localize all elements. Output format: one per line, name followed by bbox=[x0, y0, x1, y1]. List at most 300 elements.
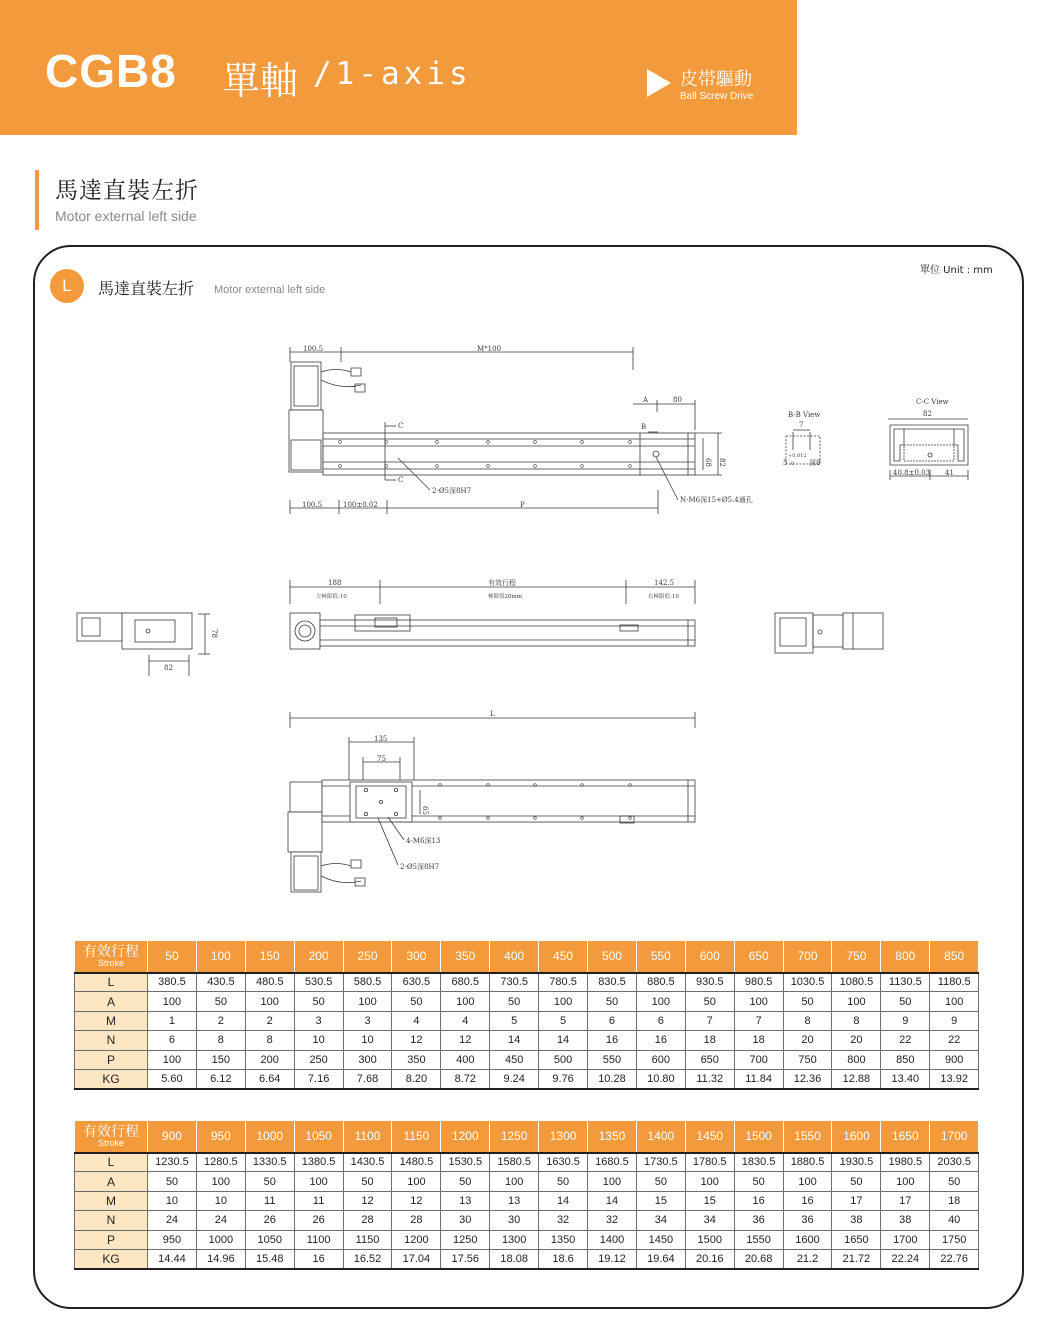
table-cell: 50 bbox=[588, 992, 637, 1011]
table-cell: 38 bbox=[881, 1211, 930, 1230]
table-row bbox=[75, 1011, 979, 1030]
stroke-value-cell: 400 bbox=[490, 941, 539, 973]
table-cell: 150 bbox=[196, 1050, 245, 1069]
stroke-value-cell: 1550 bbox=[783, 1121, 832, 1153]
table-cell: 2030.5 bbox=[930, 1153, 979, 1172]
stroke-value-cell: 100 bbox=[196, 941, 245, 973]
svg-text:C-C View: C-C View bbox=[916, 398, 949, 406]
table-cell: 600 bbox=[636, 1050, 685, 1069]
table-cell: 430.5 bbox=[196, 973, 245, 992]
cc-view bbox=[888, 398, 968, 480]
table-cell: 6 bbox=[636, 1011, 685, 1030]
table-cell: 7 bbox=[685, 1011, 734, 1030]
table-cell: 12.36 bbox=[783, 1069, 832, 1088]
table-cell: 5 bbox=[539, 1011, 588, 1030]
table-cell: 20 bbox=[832, 1031, 881, 1050]
stroke-value-cell: 1450 bbox=[685, 1121, 734, 1153]
spec-table-2 bbox=[74, 1120, 979, 1270]
table-cell: 8 bbox=[196, 1031, 245, 1050]
table-cell: 12 bbox=[392, 1191, 441, 1210]
table-cell: 10 bbox=[343, 1031, 392, 1050]
table-cell: 17 bbox=[881, 1191, 930, 1210]
stroke-value-cell: 1600 bbox=[832, 1121, 881, 1153]
table-cell: 12.88 bbox=[832, 1069, 881, 1088]
row-label-cell: KG bbox=[75, 1069, 148, 1088]
stroke-value-cell: 1400 bbox=[636, 1121, 685, 1153]
table-cell: 16.52 bbox=[343, 1249, 392, 1268]
table-cell: 10 bbox=[148, 1191, 197, 1210]
table-cell: 1300 bbox=[490, 1230, 539, 1249]
table-cell: 7.16 bbox=[294, 1069, 343, 1088]
svg-text:5: 5 bbox=[783, 459, 788, 467]
table-cell: 6.64 bbox=[245, 1069, 294, 1088]
table-cell: 28 bbox=[343, 1211, 392, 1230]
table-cell: 1350 bbox=[539, 1230, 588, 1249]
svg-text:0: 0 bbox=[791, 461, 795, 467]
stroke-label-en: Stroke bbox=[97, 958, 124, 969]
table-cell: 16 bbox=[636, 1031, 685, 1050]
table-cell: 1000 bbox=[196, 1230, 245, 1249]
table-cell: 450 bbox=[490, 1050, 539, 1069]
table-cell: 20.16 bbox=[685, 1249, 734, 1268]
table-cell: 20 bbox=[783, 1031, 832, 1050]
table-cell: 1550 bbox=[734, 1230, 783, 1249]
table-cell: 22.24 bbox=[881, 1249, 930, 1268]
row-label-cell: A bbox=[75, 1172, 148, 1191]
table-cell: 40 bbox=[930, 1211, 979, 1230]
table-cell: 100 bbox=[196, 1172, 245, 1191]
table-cell: 1230.5 bbox=[148, 1153, 197, 1172]
table-cell: 14 bbox=[588, 1191, 637, 1210]
table-cell: 750 bbox=[783, 1050, 832, 1069]
table-cell: 16 bbox=[294, 1249, 343, 1268]
stroke-value-cell: 1500 bbox=[734, 1121, 783, 1153]
stroke-value-cell: 1700 bbox=[930, 1121, 979, 1153]
table-cell: 630.5 bbox=[392, 973, 441, 992]
table-cell: 1430.5 bbox=[343, 1153, 392, 1172]
table-cell: 9.76 bbox=[539, 1069, 588, 1088]
svg-text:142.5: 142.5 bbox=[654, 579, 675, 587]
stroke-value-cell: 950 bbox=[196, 1121, 245, 1153]
table-cell: 38 bbox=[832, 1211, 881, 1230]
svg-text:C: C bbox=[398, 422, 404, 430]
row-label-cell: A bbox=[75, 992, 148, 1011]
table-cell: 11.84 bbox=[734, 1069, 783, 1088]
table-cell: 22 bbox=[930, 1031, 979, 1050]
stroke-value-cell: 850 bbox=[930, 941, 979, 973]
table-cell: 10 bbox=[294, 1031, 343, 1050]
table-cell: 1530.5 bbox=[441, 1153, 490, 1172]
table-cell: 50 bbox=[294, 992, 343, 1011]
table-cell: 30 bbox=[441, 1211, 490, 1230]
table-cell: 4 bbox=[392, 1011, 441, 1030]
svg-text:100.5: 100.5 bbox=[302, 501, 323, 509]
table-row bbox=[75, 1153, 979, 1172]
table-cell: 21.72 bbox=[832, 1249, 881, 1268]
stroke-value-cell: 1300 bbox=[539, 1121, 588, 1153]
row-label-cell: M bbox=[75, 1191, 148, 1210]
table-cell: 8 bbox=[245, 1031, 294, 1050]
table-cell: 1150 bbox=[343, 1230, 392, 1249]
table-cell: 500 bbox=[539, 1050, 588, 1069]
table-cell: 1200 bbox=[392, 1230, 441, 1249]
table-cell: 11 bbox=[294, 1191, 343, 1210]
table-cell: 9 bbox=[881, 1011, 930, 1030]
svg-text:極限值20mm: 極限值20mm bbox=[488, 594, 522, 600]
svg-text:B-B View: B-B View bbox=[788, 411, 821, 419]
stroke-value-cell: 750 bbox=[832, 941, 881, 973]
table-cell: 12 bbox=[441, 1031, 490, 1050]
variant-badge: L bbox=[50, 269, 84, 303]
table-cell: 900 bbox=[930, 1050, 979, 1069]
stroke-value-cell: 1100 bbox=[343, 1121, 392, 1153]
table-cell: 550 bbox=[588, 1050, 637, 1069]
row-label-cell: M bbox=[75, 1011, 148, 1030]
stroke-value-cell: 900 bbox=[148, 1121, 197, 1153]
table-cell: 1450 bbox=[636, 1230, 685, 1249]
table-cell: 100 bbox=[490, 1172, 539, 1191]
svg-text:68: 68 bbox=[704, 458, 712, 467]
section-title-cn: 馬達直裝左折 bbox=[55, 178, 199, 204]
table-cell: 1080.5 bbox=[832, 973, 881, 992]
row-label-cell: P bbox=[75, 1050, 148, 1069]
table-cell: 22.76 bbox=[930, 1249, 979, 1268]
table-cell: 17 bbox=[832, 1191, 881, 1210]
row-label-cell: KG bbox=[75, 1249, 148, 1268]
table-cell: 24 bbox=[196, 1211, 245, 1230]
table-cell: 7.68 bbox=[343, 1069, 392, 1088]
table-cell: 800 bbox=[832, 1050, 881, 1069]
table-cell: 50 bbox=[196, 992, 245, 1011]
svg-text:右極限值:10: 右極限值:10 bbox=[648, 594, 679, 600]
table-row bbox=[75, 1249, 979, 1268]
row-label-cell: N bbox=[75, 1031, 148, 1050]
stroke-value-cell: 1250 bbox=[490, 1121, 539, 1153]
model-name: CGB8 bbox=[45, 45, 177, 97]
svg-text:100±0.02: 100±0.02 bbox=[343, 501, 378, 509]
table-cell: 4 bbox=[441, 1011, 490, 1030]
stroke-value-cell: 650 bbox=[734, 941, 783, 973]
svg-text:135: 135 bbox=[374, 735, 388, 743]
stroke-value-cell: 1350 bbox=[588, 1121, 637, 1153]
table-cell: 480.5 bbox=[245, 973, 294, 992]
svg-text:7: 7 bbox=[799, 421, 804, 429]
svg-text:188: 188 bbox=[328, 579, 342, 587]
table-cell: 32 bbox=[539, 1211, 588, 1230]
table-cell: 18 bbox=[930, 1191, 979, 1210]
table-cell: 1050 bbox=[245, 1230, 294, 1249]
table-cell: 1880.5 bbox=[783, 1153, 832, 1172]
table-row bbox=[75, 992, 979, 1011]
table-cell: 1180.5 bbox=[930, 973, 979, 992]
row-label-cell: L bbox=[75, 1153, 148, 1172]
svg-text:75: 75 bbox=[377, 755, 386, 763]
table-cell: 100 bbox=[148, 992, 197, 1011]
table-cell: 14 bbox=[539, 1191, 588, 1210]
table-cell: 100 bbox=[783, 1172, 832, 1191]
table-cell: 32 bbox=[588, 1211, 637, 1230]
table-cell: 830.5 bbox=[588, 973, 637, 992]
table-cell: 22 bbox=[881, 1031, 930, 1050]
svg-text:C: C bbox=[398, 476, 404, 484]
table-cell: 9.24 bbox=[490, 1069, 539, 1088]
table-cell: 6.12 bbox=[196, 1069, 245, 1088]
table-cell: 50 bbox=[343, 1172, 392, 1191]
svg-text:2-Ø5深8H7: 2-Ø5深8H7 bbox=[400, 863, 440, 871]
svg-text:78: 78 bbox=[210, 629, 218, 638]
table-cell: 50 bbox=[881, 992, 930, 1011]
svg-text:65: 65 bbox=[421, 806, 429, 815]
table-cell: 100 bbox=[832, 992, 881, 1011]
table-cell: 21.2 bbox=[783, 1249, 832, 1268]
svg-text:左極限值:10: 左極限值:10 bbox=[316, 594, 347, 600]
stroke-value-cell: 700 bbox=[783, 941, 832, 973]
table-cell: 13.92 bbox=[930, 1069, 979, 1088]
stroke-label-en: Stroke bbox=[97, 1138, 124, 1149]
table-cell: 15 bbox=[636, 1191, 685, 1210]
table-cell: 650 bbox=[685, 1050, 734, 1069]
stroke-label-cn: 有效行程 bbox=[83, 1123, 139, 1140]
table-cell: 3 bbox=[294, 1011, 343, 1030]
table-cell: 13 bbox=[441, 1191, 490, 1210]
svg-text:A: A bbox=[643, 396, 649, 404]
table-cell: 14 bbox=[490, 1031, 539, 1050]
table-cell: 12 bbox=[343, 1191, 392, 1210]
stroke-value-cell: 150 bbox=[245, 941, 294, 973]
axis-title-cn: 單軸 bbox=[222, 59, 299, 103]
table-cell: 34 bbox=[685, 1211, 734, 1230]
table-cell: 1830.5 bbox=[734, 1153, 783, 1172]
table-cell: 1130.5 bbox=[881, 973, 930, 992]
table-cell: 28 bbox=[392, 1211, 441, 1230]
table-cell: 1600 bbox=[783, 1230, 832, 1249]
stroke-value-cell: 1050 bbox=[294, 1121, 343, 1153]
top-view bbox=[289, 345, 753, 514]
table-cell: 1630.5 bbox=[539, 1153, 588, 1172]
stroke-value-cell: 600 bbox=[685, 941, 734, 973]
table-cell: 700 bbox=[734, 1050, 783, 1069]
axis-title-en: /1-axis bbox=[313, 56, 472, 92]
table-cell: 1500 bbox=[685, 1230, 734, 1249]
table-row bbox=[75, 973, 979, 992]
row-label-cell: P bbox=[75, 1230, 148, 1249]
table-cell: 2 bbox=[196, 1011, 245, 1030]
table-cell: 50 bbox=[392, 992, 441, 1011]
svg-text:4-M6深13: 4-M6深13 bbox=[406, 837, 441, 845]
stroke-header-row bbox=[75, 1121, 979, 1153]
svg-text:41: 41 bbox=[945, 469, 954, 477]
table-cell: 1480.5 bbox=[392, 1153, 441, 1172]
table-cell: 880.5 bbox=[636, 973, 685, 992]
table-cell: 780.5 bbox=[539, 973, 588, 992]
table-cell: 100 bbox=[734, 992, 783, 1011]
table-cell: 50 bbox=[539, 1172, 588, 1191]
table-cell: 1280.5 bbox=[196, 1153, 245, 1172]
svg-text:深8: 深8 bbox=[809, 459, 821, 467]
table-cell: 10.80 bbox=[636, 1069, 685, 1088]
svg-text:P: P bbox=[520, 501, 525, 509]
table-cell: 200 bbox=[245, 1050, 294, 1069]
table-cell: 100 bbox=[588, 1172, 637, 1191]
table-cell: 1780.5 bbox=[685, 1153, 734, 1172]
stroke-value-cell: 550 bbox=[636, 941, 685, 973]
table-cell: 1330.5 bbox=[245, 1153, 294, 1172]
svg-text:82: 82 bbox=[164, 664, 173, 672]
table-cell: 9 bbox=[930, 1011, 979, 1030]
table-cell: 13 bbox=[490, 1191, 539, 1210]
table-cell: 1930.5 bbox=[832, 1153, 881, 1172]
dim-label: M*100 bbox=[477, 345, 502, 353]
stroke-header-cell bbox=[75, 941, 148, 973]
svg-text:L: L bbox=[490, 710, 495, 718]
table-cell: 6 bbox=[588, 1011, 637, 1030]
table-cell: 8 bbox=[783, 1011, 832, 1030]
table-cell: 15 bbox=[685, 1191, 734, 1210]
table-cell: 18 bbox=[734, 1031, 783, 1050]
table-cell: 2 bbox=[245, 1011, 294, 1030]
table-cell: 20.68 bbox=[734, 1249, 783, 1268]
svg-text:82: 82 bbox=[718, 458, 726, 467]
table-cell: 1380.5 bbox=[294, 1153, 343, 1172]
table-cell: 17.56 bbox=[441, 1249, 490, 1268]
table-cell: 850 bbox=[881, 1050, 930, 1069]
unit-label: 單位 Unit : mm bbox=[920, 265, 993, 276]
table-cell: 5.60 bbox=[148, 1069, 197, 1088]
table-cell: 100 bbox=[392, 1172, 441, 1191]
table-cell: 14.44 bbox=[148, 1249, 197, 1268]
stroke-value-cell: 1200 bbox=[441, 1121, 490, 1153]
panel-title-cn: 馬達直裝左折 bbox=[98, 279, 195, 298]
table-cell: 50 bbox=[685, 992, 734, 1011]
table-cell: 17.04 bbox=[392, 1249, 441, 1268]
stroke-header-row bbox=[75, 941, 979, 973]
table-cell: 14.96 bbox=[196, 1249, 245, 1268]
table-cell: 1980.5 bbox=[881, 1153, 930, 1172]
table-cell: 50 bbox=[245, 1172, 294, 1191]
table-cell: 1100 bbox=[294, 1230, 343, 1249]
stroke-value-cell: 450 bbox=[539, 941, 588, 973]
table-cell: 11 bbox=[245, 1191, 294, 1210]
stroke-value-cell: 200 bbox=[294, 941, 343, 973]
table-cell: 1580.5 bbox=[490, 1153, 539, 1172]
table-cell: 1400 bbox=[588, 1230, 637, 1249]
table-cell: 400 bbox=[441, 1050, 490, 1069]
table-cell: 1250 bbox=[441, 1230, 490, 1249]
table-row bbox=[75, 1031, 979, 1050]
svg-text:有效行程: 有效行程 bbox=[488, 579, 516, 587]
table-cell: 100 bbox=[930, 992, 979, 1011]
table-cell: 10 bbox=[196, 1191, 245, 1210]
table-cell: 250 bbox=[294, 1050, 343, 1069]
stroke-value-cell: 250 bbox=[343, 941, 392, 973]
table-cell: 26 bbox=[245, 1211, 294, 1230]
table-cell: 50 bbox=[734, 1172, 783, 1191]
table-cell: 580.5 bbox=[343, 973, 392, 992]
drive-type-en: Ball Screw Drive bbox=[680, 91, 754, 102]
stroke-value-cell: 50 bbox=[148, 941, 197, 973]
table-cell: 930.5 bbox=[685, 973, 734, 992]
drive-type-cn: 皮帯驅動 bbox=[680, 69, 752, 90]
table-cell: 5 bbox=[490, 1011, 539, 1030]
table-cell: 380.5 bbox=[148, 973, 197, 992]
table-cell: 16 bbox=[734, 1191, 783, 1210]
table-cell: 8.72 bbox=[441, 1069, 490, 1088]
table-row bbox=[75, 1191, 979, 1210]
panel-title-en: Motor external left side bbox=[214, 284, 326, 296]
table-cell: 3 bbox=[343, 1011, 392, 1030]
table-cell: 30 bbox=[490, 1211, 539, 1230]
table-cell: 7 bbox=[734, 1011, 783, 1030]
stroke-value-cell: 800 bbox=[881, 941, 930, 973]
table-cell: 34 bbox=[636, 1211, 685, 1230]
table-cell: 530.5 bbox=[294, 973, 343, 992]
table-cell: 100 bbox=[539, 992, 588, 1011]
table-cell: 6 bbox=[148, 1031, 197, 1050]
stroke-header-cell bbox=[75, 1121, 148, 1153]
table-cell: 19.64 bbox=[636, 1249, 685, 1268]
table-cell: 100 bbox=[294, 1172, 343, 1191]
table-cell: 8.20 bbox=[392, 1069, 441, 1088]
stroke-value-cell: 1650 bbox=[881, 1121, 930, 1153]
svg-text:40.8±0.03: 40.8±0.03 bbox=[893, 469, 931, 477]
svg-text:82: 82 bbox=[923, 410, 932, 418]
table-cell: 16 bbox=[783, 1191, 832, 1210]
table-cell: 100 bbox=[636, 992, 685, 1011]
stroke-value-cell: 350 bbox=[441, 941, 490, 973]
table-cell: 1700 bbox=[881, 1230, 930, 1249]
table-cell: 1 bbox=[148, 1011, 197, 1030]
table-cell: 350 bbox=[392, 1050, 441, 1069]
table-cell: 19.12 bbox=[588, 1249, 637, 1268]
stroke-value-cell: 500 bbox=[588, 941, 637, 973]
table-cell: 1650 bbox=[832, 1230, 881, 1249]
table-cell: 11.32 bbox=[685, 1069, 734, 1088]
svg-text:80: 80 bbox=[673, 396, 682, 404]
svg-text:2-Ø5深8H7: 2-Ø5深8H7 bbox=[432, 487, 472, 495]
bottom-view bbox=[288, 710, 695, 892]
bb-view bbox=[783, 411, 820, 467]
table-cell: 50 bbox=[832, 1172, 881, 1191]
table-cell: 50 bbox=[490, 992, 539, 1011]
table-cell: 18.08 bbox=[490, 1249, 539, 1268]
stroke-value-cell: 1150 bbox=[392, 1121, 441, 1153]
svg-text:N-M6深15+Ø5.4通孔: N-M6深15+Ø5.4通孔 bbox=[680, 496, 753, 504]
table-cell: 8 bbox=[832, 1011, 881, 1030]
table-cell: 12 bbox=[392, 1031, 441, 1050]
table-row bbox=[75, 1211, 979, 1230]
table-row bbox=[75, 1050, 979, 1069]
table-cell: 10.28 bbox=[588, 1069, 637, 1088]
table-cell: 1730.5 bbox=[636, 1153, 685, 1172]
table-cell: 18.6 bbox=[539, 1249, 588, 1268]
section-title-en: Motor external left side bbox=[55, 208, 197, 224]
table-cell: 50 bbox=[148, 1172, 197, 1191]
dim-label: 100.5 bbox=[303, 345, 324, 353]
table-row bbox=[75, 1069, 979, 1088]
table-cell: 980.5 bbox=[734, 973, 783, 992]
table-row bbox=[75, 1230, 979, 1249]
table-row bbox=[75, 1172, 979, 1191]
table-cell: 300 bbox=[343, 1050, 392, 1069]
spec-table-1 bbox=[74, 940, 979, 1090]
table-cell: 730.5 bbox=[490, 973, 539, 992]
table-cell: 36 bbox=[734, 1211, 783, 1230]
row-label-cell: L bbox=[75, 973, 148, 992]
table-cell: 50 bbox=[930, 1172, 979, 1191]
table-cell: 680.5 bbox=[441, 973, 490, 992]
stroke-value-cell: 1000 bbox=[245, 1121, 294, 1153]
stroke-label-cn: 有效行程 bbox=[83, 943, 139, 960]
